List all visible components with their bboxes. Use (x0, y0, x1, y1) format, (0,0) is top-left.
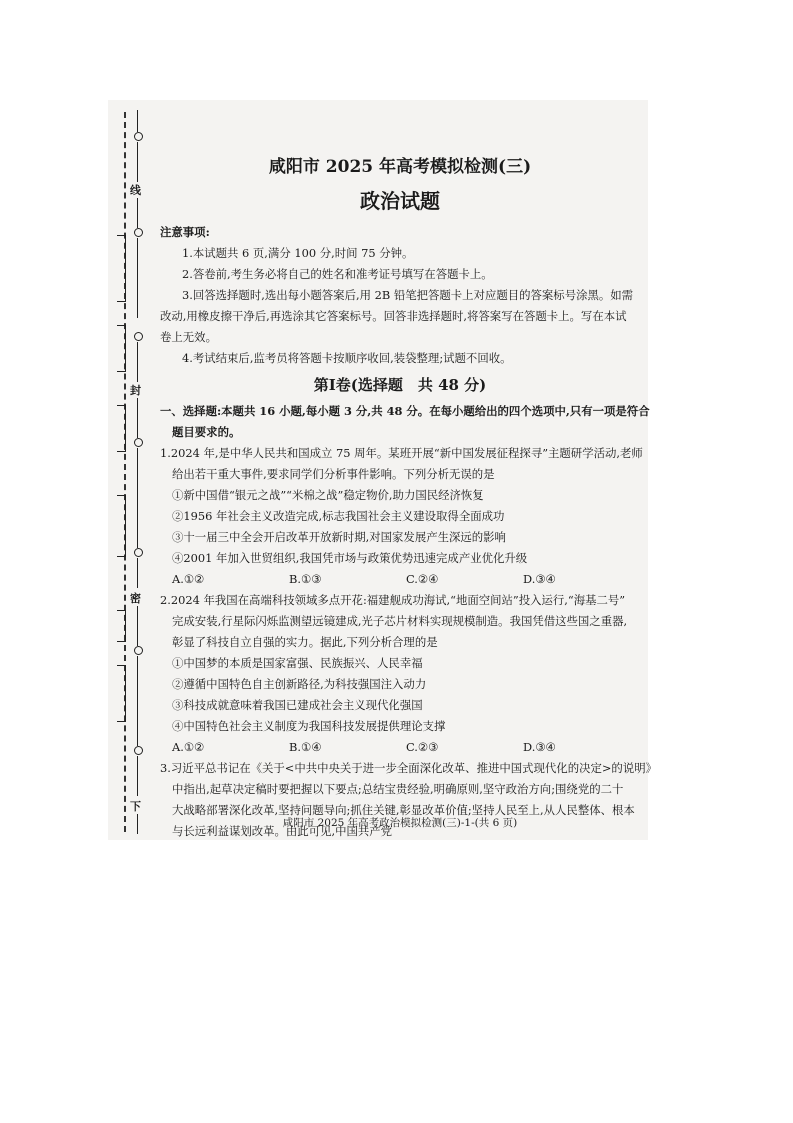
binding-bracket (117, 235, 126, 302)
binding-hole-icon (134, 332, 143, 341)
notice-item: 1.本试题共 6 页,满分 100 分,时间 75 分钟。 (182, 246, 414, 260)
binding-hole-icon (134, 228, 143, 237)
question-item: ②1956 年社会主义改造完成,标志我国社会主义建设取得全面成功 (172, 509, 505, 523)
question-stem: 2.2024 年我国在高端科技领域多点开花:福建舰成功海试,“地面空间站”投入运行,“海基二号” (160, 593, 626, 607)
binding-bracket (117, 325, 126, 372)
subject-title: 政治试题 (360, 189, 440, 213)
question-item: ③科技成就意味着我国已建成社会主义现代化强国 (172, 698, 423, 712)
question-2 (160, 590, 640, 758)
section-title: 第Ⅰ卷(选择题 共 48 分) (313, 376, 487, 394)
question-stem: 中指出,起草决定稿时要把握以下要点;总结宝贵经验,明确原则,坚守政治方向;围绕党的二十 (172, 782, 624, 796)
section-instruction: 题目要求的。 (172, 425, 241, 439)
binding-char-xian: 线 (130, 184, 141, 197)
question-stem: 给出若干重大事件,要求同学们分析事件影响。下列分析无误的是 (172, 467, 495, 481)
binding-hole-icon (134, 548, 143, 557)
option-d: D.③④ (523, 740, 556, 754)
question-item: ④2001 年加入世贸组织,我国凭市场与政策优势迅速完成产业优化升级 (172, 551, 528, 565)
option-c: C.②④ (406, 572, 439, 586)
question-stem: 3.习近平总书记在《关于<中共中央关于进一步全面深化改革、推进中国式现代化的决定>的说明》 (160, 761, 657, 775)
option-a: A.①② (172, 572, 205, 586)
binding-hole-icon (134, 746, 143, 755)
binding-char-xia: 下 (130, 800, 141, 813)
page-footer: 咸阳市 2025 年高考政治模拟检测(三)-1-(共 6 页) (282, 817, 518, 829)
notice-item: 改动,用橡皮擦干净后,再选涂其它答案标号。回答非选择题时,将答案写在答题卡上。写在本试 (160, 309, 627, 323)
notice-item: 4.考试结束后,监考员将答题卡按顺序收回,装袋整理;试题不回收。 (182, 351, 512, 365)
question-item: ②遵循中国特色自主创新路径,为科技强国注入动力 (172, 677, 427, 691)
question-stem: 大战略部署深化改革,坚持问题导向;抓住关键,彰显改革价值;坚持人民至上,从人民整体、根本 (172, 803, 635, 817)
notice-item: 卷上无效。 (160, 330, 217, 344)
binding-char-mi: 密 (130, 592, 141, 605)
binding-bracket (117, 665, 126, 722)
question-item: ③十一届三中全会开启改革开放新时期,对国家发展产生深远的影响 (172, 530, 506, 544)
option-b: B.①③ (289, 572, 322, 586)
question-item: ①新中国借“银元之战”“米棉之战”稳定物价,助力国民经济恢复 (172, 488, 484, 502)
question-stem: 1.2024 年,是中华人民共和国成立 75 周年。某班开展“新中国发展征程探寻”主题研学活动,老师 (160, 446, 643, 460)
question-item: ④中国特色社会主义制度为我国科技发展提供理论支撑 (172, 719, 446, 733)
binding-hole-icon (134, 438, 143, 447)
option-c: C.②③ (406, 740, 439, 754)
notice-item: 2.答卷前,考生务必将自己的姓名和准考证号填写在答题卡上。 (182, 267, 493, 281)
exam-title: 咸阳市 2025 年高考模拟检测(三) (268, 157, 532, 177)
question-stem: 与长远利益谋划改革。由此可见,中国共产党 (172, 824, 393, 838)
binding-bracket (117, 405, 126, 452)
binding-char-feng: 封 (130, 384, 141, 397)
binding-dashed-line (124, 112, 126, 832)
binding-margin (112, 100, 160, 840)
binding-hole-icon (134, 132, 143, 141)
question-stem: 完成安装,行星际闪烁监测望远镜建成,光子芯片材料实现规模制造。我国凭借这些国之重器, (172, 614, 628, 628)
question-options (160, 569, 640, 590)
option-d: D.③④ (523, 572, 556, 586)
option-b: B.①④ (289, 740, 322, 754)
exam-content (160, 150, 657, 842)
question-options (160, 737, 640, 758)
question-item: ①中国梦的本质是国家富强、民族振兴、人民幸福 (172, 656, 423, 670)
option-a: A.①② (172, 740, 205, 754)
notice-item: 3.回答选择题时,选出每小题答案后,用 2B 铅笔把答题卡上对应题目的答案标号涂黑。如需 (182, 288, 634, 302)
section-instruction: 一、选择题:本题共 16 小题,每小题 3 分,共 48 分。在每小题给出的四个选项中,只有一项是符合 (160, 404, 650, 418)
question-stem: 彰显了科技自立自强的实力。据此,下列分析合理的是 (172, 635, 438, 649)
binding-bracket (117, 610, 126, 642)
notice-heading: 注意事项: (160, 225, 210, 239)
binding-hole-icon (134, 646, 143, 655)
question-1 (160, 443, 643, 590)
binding-bracket (117, 495, 126, 557)
